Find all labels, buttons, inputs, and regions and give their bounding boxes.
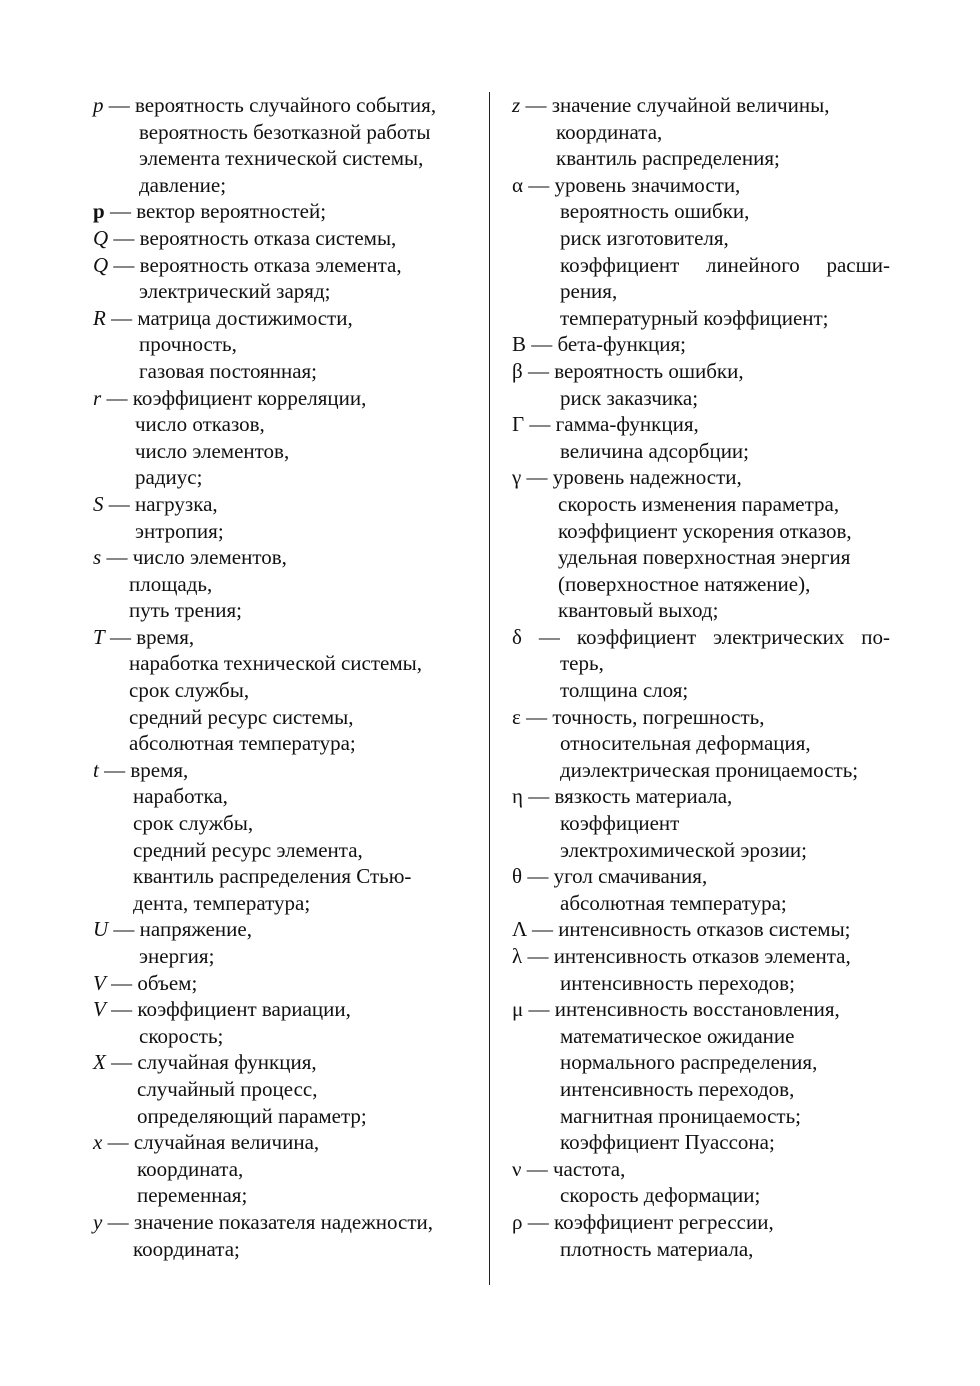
entry-continuation-line: интенсивность переходов; [560, 970, 795, 995]
entry-continuation-line: магнитная проницаемость; [560, 1103, 802, 1128]
entry-continuation-line: толщина слоя; [560, 678, 689, 703]
glossary-entry [512, 783, 890, 863]
entry-dash: — [538, 624, 560, 649]
entry-symbol: η [512, 784, 523, 809]
entry-continuation-line: срок службы, [133, 811, 254, 836]
entry-dash: — [107, 1130, 129, 1155]
entry-dash: — [531, 332, 553, 357]
glossary-entry [512, 411, 890, 464]
entry-symbol: x [93, 1130, 103, 1155]
entry-continuation-line: прочность, [139, 332, 237, 357]
entry-definition: случайная величина, [133, 1130, 320, 1155]
column-divider [489, 92, 490, 1285]
entry-continuation-line: газовая постоянная; [139, 358, 318, 383]
entry-symbol: ρ [512, 1209, 523, 1234]
entry-dash: — [528, 997, 550, 1022]
left-column [93, 92, 478, 1262]
glossary-entry [512, 464, 890, 624]
entry-first-line [512, 1156, 890, 1183]
entry-symbol: δ [512, 624, 522, 649]
entry-first-line [512, 943, 890, 970]
entry-dash: — [111, 305, 133, 330]
entry-first-line [93, 996, 478, 1023]
entry-continuation-line: абсолютная температура; [129, 731, 356, 756]
entry-continuation-line: плотность материала, [560, 1236, 754, 1261]
entry-symbol: r [93, 385, 102, 410]
entry-continuation-line: энергия; [139, 944, 215, 968]
entry-continuation-line: абсолютная температура; [560, 890, 787, 915]
entry-continuation-line: средний ресурс элемента, [133, 837, 363, 862]
entry-symbol: α [512, 172, 524, 197]
entry-continuation-line: скорость деформации; [560, 1183, 761, 1208]
glossary-entry [512, 996, 890, 1156]
entry-definition: вероятность случайного события, [135, 93, 437, 117]
glossary-entry [93, 916, 478, 969]
entry-first-line [512, 464, 890, 491]
entry-first-line [93, 305, 478, 332]
entry-continuation-line: квантиль распределения Стью- [133, 864, 412, 889]
entry-first-line [512, 916, 890, 943]
entry-definition: вероятность ошибки, [554, 358, 744, 383]
entry-definition: объем; [137, 970, 198, 995]
entry-first-line [93, 916, 478, 943]
glossary-entry [512, 1156, 890, 1209]
entry-dash: — [531, 917, 553, 942]
entry-symbol: S [93, 491, 104, 516]
glossary-entry [512, 704, 890, 784]
entry-symbol: y [93, 1209, 103, 1234]
entry-first-line [93, 92, 478, 119]
entry-first-line [93, 757, 478, 784]
entry-symbol: z [512, 93, 521, 117]
entry-definition: гамма-функция, [555, 412, 699, 437]
entry-first-line [93, 225, 478, 252]
entry-dash: — [109, 199, 131, 224]
entry-dash: — [528, 784, 550, 809]
glossary-entry [93, 305, 478, 385]
entry-dash: — [527, 358, 549, 383]
entry-continuation-line: риск заказчика; [560, 385, 699, 410]
entry-dash: — [107, 1209, 129, 1234]
entry-definition: время, [136, 624, 195, 649]
entry-continuation-line: срок службы, [129, 678, 250, 703]
entry-first-line [93, 544, 478, 571]
entry-continuation-line: коэффициент ускорения отказов, [558, 518, 852, 543]
entry-first-line [512, 783, 890, 810]
entry-dash: — [525, 93, 547, 117]
entry-dash: — [527, 1209, 549, 1234]
entry-first-line [93, 1209, 478, 1236]
entry-continuation-line: относительная деформация, [560, 731, 811, 756]
glossary-entry [93, 491, 478, 544]
entry-continuation-line: переменная; [137, 1183, 248, 1208]
glossary-entry [93, 1049, 478, 1129]
entry-continuation-line: квантиль распределения; [556, 146, 780, 171]
entry-dash: — [526, 1156, 548, 1181]
entry-dash: — [111, 1050, 133, 1075]
entry-continuation-line: энтропия; [135, 518, 224, 543]
entry-definition: случайная функция, [137, 1050, 317, 1075]
entry-continuation-line: коэффициент линейного расши- [560, 252, 890, 277]
entry-dash: — [113, 252, 135, 277]
entry-first-line [512, 996, 890, 1023]
entry-dash: — [526, 704, 548, 729]
entry-definition: вектор вероятностей; [136, 199, 327, 224]
entry-definition: бета-функция; [557, 332, 686, 357]
entry-symbol: ε [512, 704, 521, 729]
entry-continuation-line: терь, [560, 651, 604, 676]
entry-continuation-line: (поверхностное натяжение), [558, 571, 811, 596]
entry-dash: — [108, 93, 130, 117]
entry-definition: вязкость материала, [554, 784, 733, 809]
entry-continuation-line: дента, температура; [133, 890, 311, 915]
entry-symbol: X [93, 1050, 106, 1075]
entry-definition: точность, погрешность, [552, 704, 765, 729]
entry-definition: напряжение, [139, 917, 252, 942]
entry-continuation-line: площадь, [129, 571, 213, 596]
entry-dash: — [109, 624, 131, 649]
entry-dash: — [113, 225, 135, 250]
entry-continuation-line: координата; [133, 1236, 240, 1261]
entry-continuation-line: число элементов, [135, 438, 290, 463]
entry-symbol: U [93, 917, 109, 942]
glossary-entry [512, 358, 890, 411]
entry-definition: частота, [553, 1156, 626, 1181]
entry-definition: интенсивность восстановления, [554, 997, 840, 1022]
entry-symbol: t [93, 757, 99, 782]
entry-first-line [93, 624, 478, 651]
glossary-entry [512, 172, 890, 332]
entry-definition: интенсивность отказов элемента, [553, 944, 851, 968]
entry-definition: угол смачивания, [553, 864, 708, 889]
glossary-entry [93, 225, 478, 252]
entry-definition: время, [130, 757, 189, 782]
entry-definition: коэффициент регрессии, [553, 1209, 774, 1234]
entry-first-line [512, 172, 890, 199]
entry-continuation-line: путь трения; [129, 598, 242, 623]
glossary-entry [93, 1209, 478, 1262]
entry-symbol: Q [93, 225, 109, 250]
entry-definition: нагрузка, [135, 491, 218, 516]
entry-first-line [93, 252, 478, 279]
entry-continuation-line: радиус; [135, 465, 203, 490]
entry-continuation-line: нормального распределения, [560, 1050, 818, 1075]
right-column [512, 92, 890, 1262]
entry-first-line [512, 863, 890, 890]
entry-first-line [512, 624, 890, 651]
entry-first-line [93, 970, 478, 997]
entry-definition: интенсивность отказов системы; [558, 917, 851, 942]
entry-symbol: ν [512, 1156, 522, 1181]
entry-definition: матрица достижимости, [137, 305, 353, 330]
glossary-entry [512, 916, 890, 943]
entry-first-line [93, 491, 478, 518]
entry-symbol: γ [512, 465, 522, 490]
entry-dash: — [527, 944, 549, 968]
glossary-entry [93, 624, 478, 757]
entry-dash: — [111, 970, 133, 995]
entry-symbol: θ [512, 864, 523, 889]
glossary-entry [93, 757, 478, 917]
entry-dash: — [113, 917, 135, 942]
entry-symbol: Γ [512, 412, 525, 437]
glossary-entry [93, 92, 478, 198]
glossary-entry [93, 996, 478, 1049]
entry-first-line [512, 704, 890, 731]
entry-symbol: B [512, 332, 527, 357]
entry-continuation-line: вероятность ошибки, [560, 199, 750, 224]
entry-first-line [512, 1209, 890, 1236]
entry-first-line [512, 331, 890, 358]
entry-dash: — [526, 465, 548, 490]
entry-symbol: μ [512, 997, 524, 1022]
entry-dash: — [106, 385, 128, 410]
entry-continuation-line: скорость изменения параметра, [558, 491, 840, 516]
glossary-entry [512, 624, 890, 704]
entry-symbol: V [93, 997, 106, 1022]
entry-continuation-line: электрический заряд; [139, 279, 331, 304]
entry-continuation-line: квантовый выход; [558, 598, 719, 623]
entry-first-line [93, 1129, 478, 1156]
entry-definition: вероятность отказа элемента, [139, 252, 402, 277]
entry-symbol: λ [512, 944, 523, 968]
entry-continuation-line: рения, [560, 279, 618, 304]
entry-continuation-line: наработка, [133, 784, 228, 809]
entry-symbol: Q [93, 252, 109, 277]
entry-definition: уровень значимости, [554, 172, 741, 197]
entry-continuation-line: координата, [137, 1156, 244, 1181]
entry-continuation-line: коэффициент [560, 811, 680, 836]
glossary-entry [512, 92, 890, 172]
entry-continuation-line: координата, [556, 119, 663, 144]
entry-first-line [93, 1049, 478, 1076]
entry-continuation-line: удельная поверхностная энергия [558, 545, 851, 570]
entry-symbol: R [93, 305, 106, 330]
glossary-entry [512, 1209, 890, 1262]
entry-first-line [93, 385, 478, 412]
entry-dash: — [106, 545, 128, 570]
entry-symbol: V [93, 970, 106, 995]
glossary-entry [512, 331, 890, 358]
entry-symbol: p [93, 93, 104, 117]
entry-definition: значение показателя надежности, [133, 1209, 433, 1234]
entry-definition: вероятность отказа системы, [139, 225, 397, 250]
entry-continuation-line: риск изготовителя, [560, 225, 729, 250]
glossary-entry [93, 970, 478, 997]
entry-dash: — [529, 412, 551, 437]
entry-symbol: β [512, 358, 523, 383]
glossary-entry [93, 252, 478, 305]
entry-continuation-line: давление; [139, 172, 227, 197]
entry-dash: — [104, 757, 126, 782]
entry-definition: уровень надежности, [552, 465, 742, 490]
entry-dash: — [111, 997, 133, 1022]
entry-continuation-line: число отказов, [135, 412, 265, 437]
entry-definition: коэффициент вариации, [137, 997, 351, 1022]
entry-continuation-line: математическое ожидание [560, 1023, 795, 1048]
entry-continuation-line: температурный коэффициент; [560, 305, 829, 330]
entry-continuation-line: вероятность безотказной работы [139, 119, 431, 144]
entry-dash: — [528, 172, 550, 197]
entry-continuation-line: элемента технической системы, [139, 146, 424, 171]
entry-continuation-line: величина адсорбции; [560, 438, 749, 463]
entry-first-line [512, 358, 890, 385]
glossary-entry [93, 198, 478, 225]
entry-definition: значение случайной величины, [551, 93, 830, 117]
entry-first-line [512, 92, 890, 119]
glossary-entry [512, 863, 890, 916]
entry-symbol: T [93, 624, 105, 649]
entry-symbol: s [93, 545, 102, 570]
entry-definition: число элементов, [132, 545, 287, 570]
entry-first-line [512, 411, 890, 438]
glossary-entry [93, 1129, 478, 1209]
entry-continuation-line: средний ресурс системы, [129, 704, 354, 729]
entry-continuation-line: интенсивность переходов, [560, 1076, 795, 1101]
entry-continuation-line: наработка технической системы, [129, 651, 422, 676]
entry-continuation-line: определяющий параметр; [137, 1103, 367, 1128]
entry-continuation-line: скорость; [139, 1023, 224, 1048]
entry-dash: — [527, 864, 549, 889]
glossary-entry [93, 544, 478, 624]
entry-continuation-line: электрохимической эрозии; [560, 837, 808, 862]
entry-symbol: p [93, 199, 105, 224]
entry-symbol: Λ [512, 917, 527, 942]
entry-definition: коэффициент корреляции, [132, 385, 367, 410]
glossary-entry [512, 943, 890, 996]
glossary-entry [93, 385, 478, 491]
entry-first-line [93, 198, 478, 225]
entry-definition: коэффициент электрических по- [576, 624, 891, 649]
entry-continuation-line: случайный процесс, [137, 1076, 318, 1101]
entry-dash: — [108, 491, 130, 516]
entry-continuation-line: диэлектрическая проницаемость; [560, 757, 859, 782]
entry-continuation-line: коэффициент Пуассона; [560, 1130, 775, 1155]
